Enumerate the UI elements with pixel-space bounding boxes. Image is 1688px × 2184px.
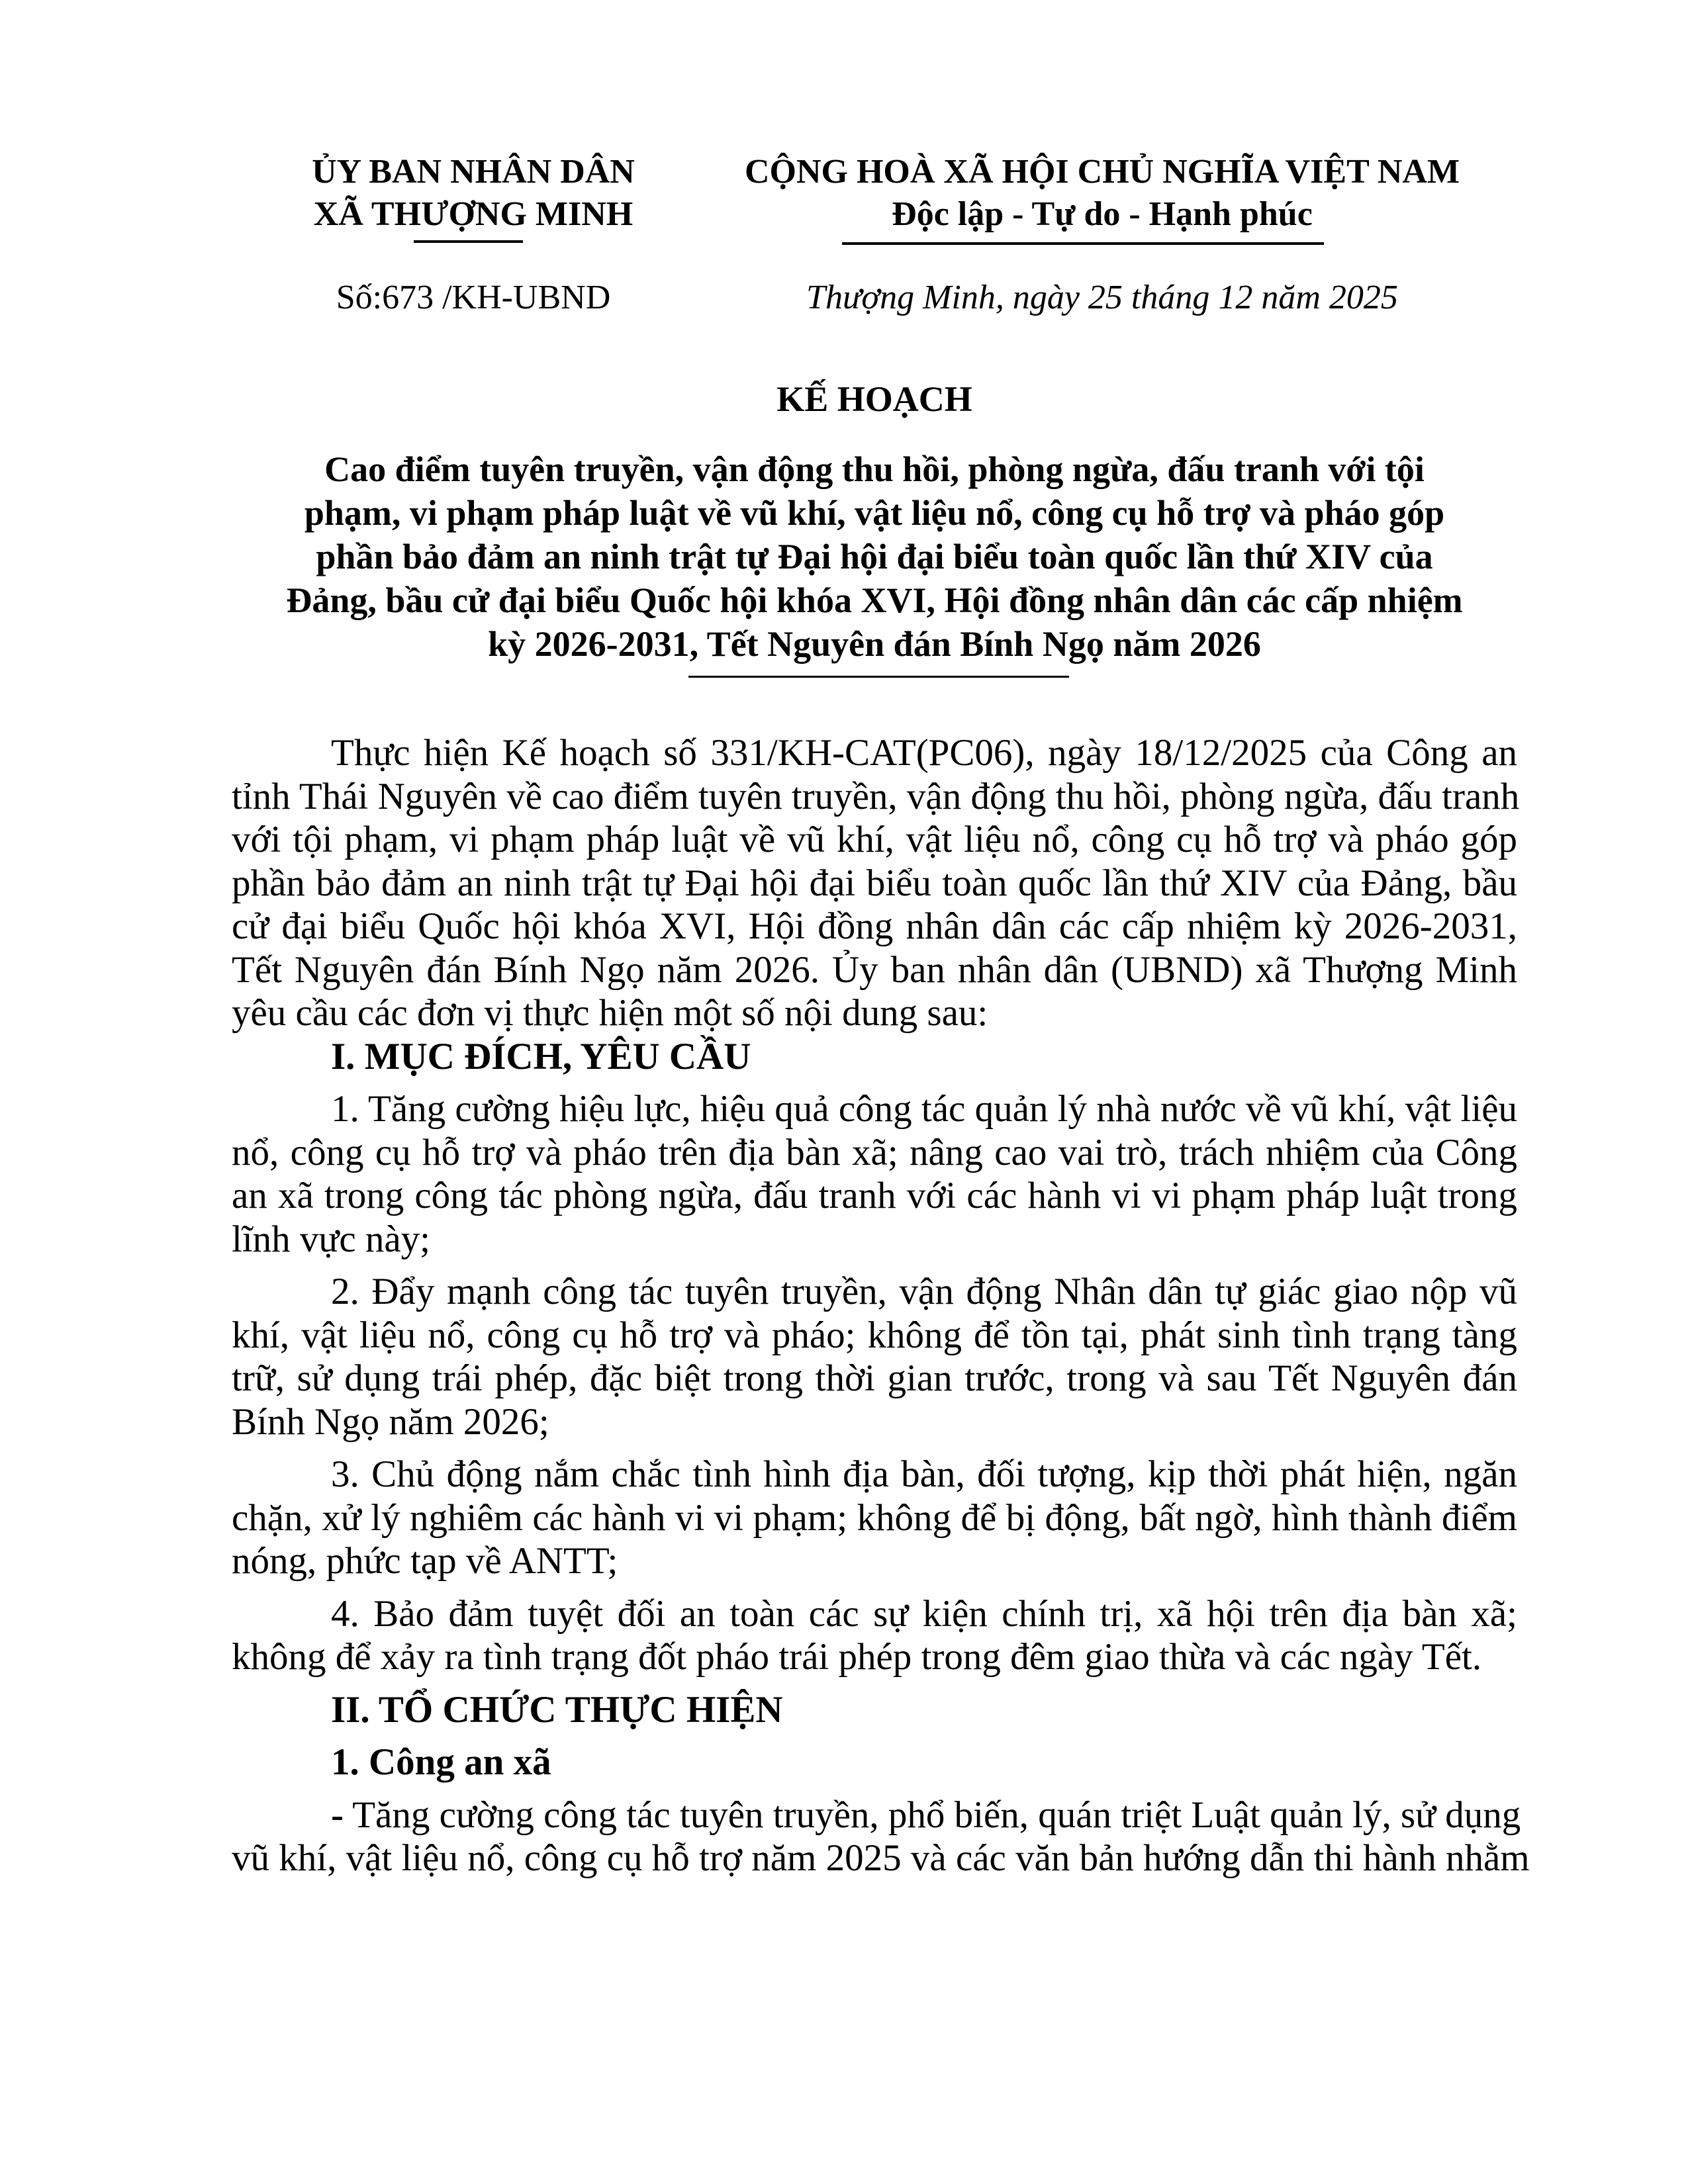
text-line: 4. Bảo đảm tuyệt đối an toàn các sự kiện chính trị, xã hội trên địa bàn xã; (331, 1592, 1517, 1635)
text-line: 2. Đẩy mạnh công tác tuyên truyền, vận động Nhân dân tự giác giao nộp vũ (331, 1271, 1517, 1312)
issuing-agency (291, 151, 655, 236)
motto-underline (842, 242, 1324, 245)
purpose-item-2 (232, 1270, 1517, 1443)
document-number: Số:673 /KH-UBND (336, 279, 611, 316)
document-subtitle (232, 447, 1517, 666)
text-line: vũ khí, vật liệu nổ, công cụ hỗ trợ năm 2025 và các văn bản hướng dẫn thi hành nhằm (232, 1837, 1530, 1879)
agency-line-2: XÃ THƯỢNG MINH (313, 195, 633, 233)
agency-line-1: ỦY BAN NHÂN DÂN (312, 153, 635, 191)
text-line: 1. Tăng cường hiệu lực, hiệu quả công tác quản lý nhà nước về vũ khí, vật liệu (331, 1088, 1517, 1130)
text-line: cử đại biểu Quốc hội khóa XVI, Hội đồng nhân dân các cấp nhiệm kỳ 2026-2031, (232, 905, 1517, 947)
bullet-dash: - (331, 1794, 344, 1836)
text-line: nổ, công cụ hỗ trợ và pháo trên địa bàn xã; nâng cao vai trò, trách nhiệm của Công (232, 1131, 1517, 1173)
text-line: không để xảy ra tình trạng đốt pháo trái phép trong đêm giao thừa và các ngày Tết. (232, 1636, 1482, 1678)
text-line: tỉnh Thái Nguyên về cao điểm tuyên truyền, vận động thu hồi, phòng ngừa, đấu tranh (232, 775, 1520, 817)
purpose-item-3 (232, 1453, 1517, 1583)
subtitle-line: kỳ 2026-2031, Tết Nguyên đán Bính Ngọ năm 2026 (488, 624, 1261, 664)
text-line: Bính Ngọ năm 2026; (232, 1400, 549, 1443)
title-divider (688, 676, 1069, 678)
national-motto (722, 151, 1483, 236)
subsection-heading-police: 1. Công an xã (331, 1741, 551, 1783)
text-line: an xã trong công tác phòng ngừa, đấu tranh với các hành vi vi phạm pháp luật trong (232, 1175, 1517, 1216)
nation-line-2: Độc lập - Tự do - Hạnh phúc (892, 195, 1313, 233)
text-line: nóng, phức tạp về ANTT; (232, 1540, 618, 1582)
subtitle-line: phạm, vi phạm pháp luật về vũ khí, vật liệu nổ, công cụ hỗ trợ và pháo góp (304, 493, 1445, 533)
purpose-item-4 (232, 1592, 1517, 1679)
document-title: KẾ HOẠCH (776, 379, 972, 419)
text-line: Thực hiện Kế hoạch số 331/KH-CAT(PC06), ngày 18/12/2025 của Công an (331, 732, 1517, 774)
text-line: 3. Chủ động nắm chắc tình hình địa bàn, đối tượng, kịp thời phát hiện, ngăn (331, 1453, 1517, 1495)
document-body (232, 731, 1530, 1880)
text-line (232, 1794, 1521, 1837)
bullet-text: Tăng cường công tác tuyên truyền, phổ biến, quán triệt Luật quản lý, sử dụng (343, 1794, 1521, 1836)
text-line: Tết Nguyên đán Bính Ngọ năm 2026. Ủy ban nhân dân (UBND) xã Thượng Minh (232, 948, 1517, 991)
subtitle-line: phần bảo đảm an ninh trật tự Đại hội đại biểu toàn quốc lần thứ XIV của (316, 537, 1433, 576)
intro-paragraph (232, 731, 1520, 1035)
text-line: khí, vật liệu nổ, công cụ hỗ trợ và pháo; không để tồn tại, phát sinh tình trạng tàng (232, 1314, 1517, 1356)
text-line: chặn, xử lý nghiêm các hành vi vi phạm; không để bị động, bất ngờ, hình thành điểm (232, 1496, 1517, 1539)
nation-line-1: CỘNG HOÀ XÃ HỘI CHỦ NGHĨA VIỆT NAM (744, 153, 1460, 191)
section-heading-implementation: II. TỔ CHỨC THỰC HIỆN (331, 1688, 783, 1731)
police-bullet (232, 1794, 1530, 1880)
agency-underline (414, 240, 523, 243)
place-date: Thượng Minh, ngày 25 tháng 12 năm 2025 (806, 279, 1398, 316)
text-line: yêu cầu các đơn vị thực hiện một số nội dung sau: (232, 992, 988, 1034)
subtitle-line: Đảng, bầu cử đại biểu Quốc hội khóa XVI, Hội đồng nhân dân các cấp nhiệm (286, 580, 1463, 620)
text-line: trữ, sử dụng trái phép, đặc biệt trong thời gian trước, trong và sau Tết Nguyên đán (232, 1357, 1517, 1399)
text-line: với tội phạm, vi phạm pháp luật về vũ khí, vật liệu nổ, công cụ hỗ trợ và pháo góp (232, 819, 1517, 860)
section-heading-purpose: I. MỤC ĐÍCH, YÊU CẦU (331, 1035, 751, 1077)
subtitle-line: Cao điểm tuyên truyền, vận động thu hồi, phòng ngừa, đấu tranh với tội (324, 449, 1425, 489)
purpose-item-1 (232, 1087, 1517, 1261)
text-line: lĩnh vực này; (232, 1218, 431, 1260)
text-line: phần bảo đảm an ninh trật tự Đại hội đại biểu toàn quốc lần thứ XIV của Đảng, bầu (232, 862, 1517, 904)
